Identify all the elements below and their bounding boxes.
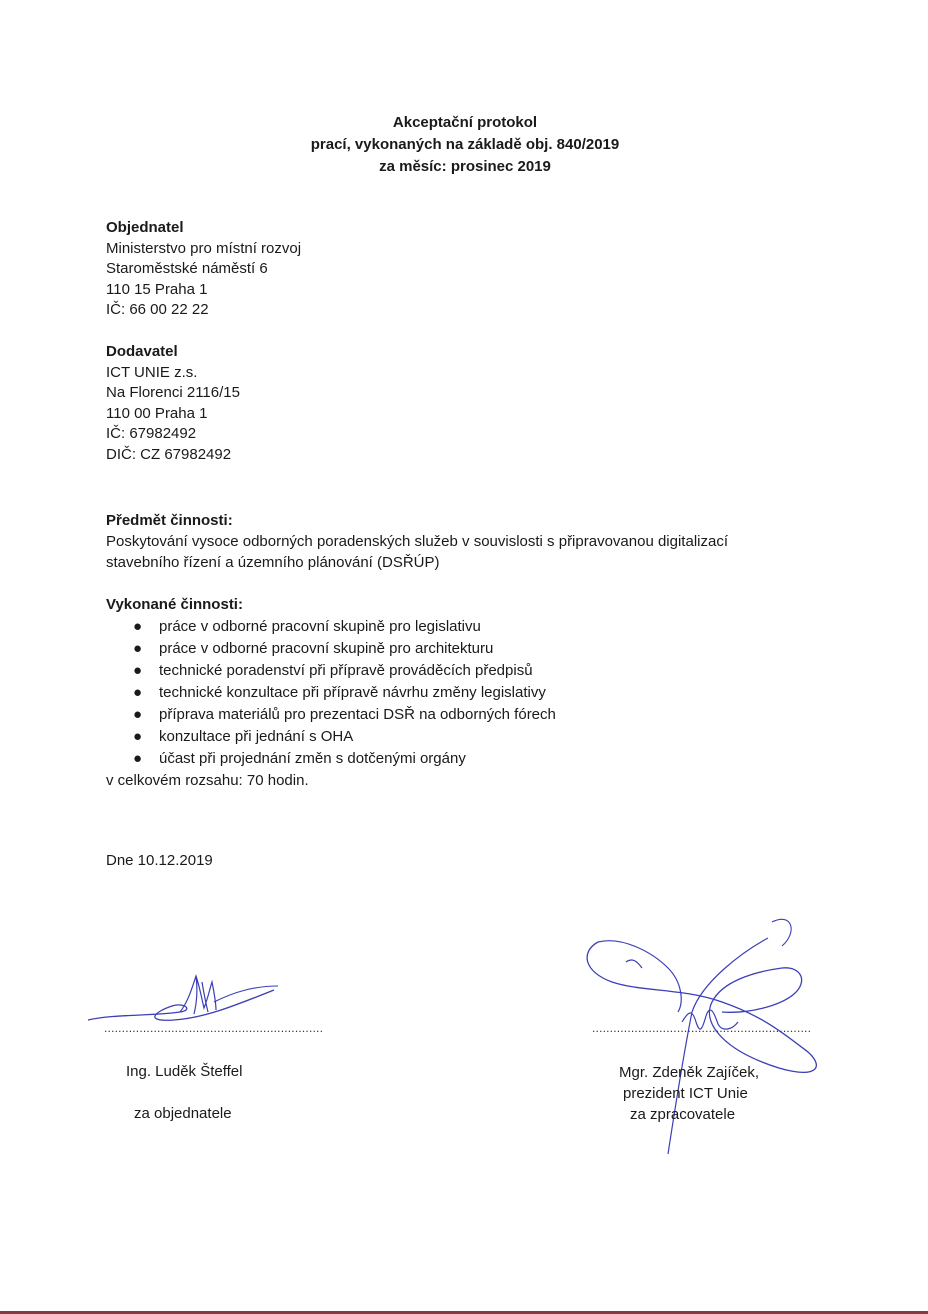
objednatel-line: Staroměstské náměstí 6 [106, 260, 268, 278]
dodavatel-heading: Dodavatel [106, 343, 178, 360]
list-item: ● technické poradenství při přípravě prováděcích předpisů [106, 660, 556, 682]
dodavatel-line: ICT UNIE z.s. [106, 363, 198, 381]
dodavatel-line: Na Florenci 2116/15 [106, 384, 240, 402]
document-title [0, 112, 928, 178]
predmet-section [106, 510, 728, 573]
right-signer-role: za zpracovatele [630, 1106, 736, 1123]
objednatel-line: 110 15 Praha 1 [106, 280, 208, 298]
objednatel-section [106, 218, 301, 321]
bullet-icon: ● [133, 662, 143, 679]
bullet-icon: ● [133, 706, 143, 723]
dodavatel-section [106, 342, 240, 466]
list-item: ● konzultace při jednání s OHA [106, 726, 556, 748]
title-line-3: za měsíc: prosinec 2019 [379, 158, 551, 175]
dodavatel-line: IČ: 67982492 [106, 425, 197, 443]
date: Dne 10.12.2019 [106, 852, 213, 869]
objednatel-heading: Objednatel [106, 219, 184, 236]
predmet-heading: Předmět činnosti: [106, 512, 233, 529]
list-item: ● příprava materiálů pro prezentaci DSŘ na odborných fórech [106, 704, 556, 726]
bullet-icon: ● [133, 684, 143, 701]
predmet-line: stavebního řízení a územního plánování (DSŘÚP) [106, 554, 440, 571]
vykonane-heading: Vykonané činnosti: [106, 596, 243, 613]
objednatel-line: IČ: 66 00 22 22 [106, 301, 209, 319]
dodavatel-line: 110 00 Praha 1 [106, 404, 208, 422]
activity-list [106, 616, 556, 770]
bullet-icon: ● [133, 728, 143, 745]
list-item: ● práce v odborné pracovní skupině pro legislativu [106, 616, 556, 638]
right-signer-name: Mgr. Zdeněk Zajíček, [619, 1064, 760, 1081]
title-line-2: prací, vykonaných na základě obj. 840/2019 [310, 136, 620, 153]
predmet-line: Poskytování vysoce odborných poradenských služeb v souvislosti s připravovanou digitalizací [106, 533, 728, 550]
bullet-icon: ● [133, 640, 143, 657]
right-signer-title: prezident ICT Unie [623, 1085, 748, 1102]
right-signature-line: .............................................................. [592, 1021, 812, 1035]
title-line-1: Akceptační protokol [392, 114, 538, 131]
left-signer-role: za objednatele [134, 1105, 232, 1122]
total-hours: v celkovém rozsahu: 70 hodin. [106, 772, 309, 789]
bullet-icon: ● [133, 618, 143, 635]
list-item: ● účast při projednání změn s dotčenými orgány [106, 748, 556, 770]
list-item: ● technické konzultace při přípravě návrhu změny legislativy [106, 682, 556, 704]
left-signature-line: .............................................................. [104, 1021, 324, 1035]
objednatel-line: Ministerstvo pro místní rozvoj [106, 239, 302, 257]
dodavatel-line: DIČ: CZ 67982492 [106, 445, 232, 463]
list-item: ● práce v odborné pracovní skupině pro architekturu [106, 638, 556, 660]
left-signer-name: Ing. Luděk Šteffel [126, 1063, 243, 1080]
vykonane-section [106, 594, 556, 792]
bullet-icon: ● [133, 750, 143, 767]
